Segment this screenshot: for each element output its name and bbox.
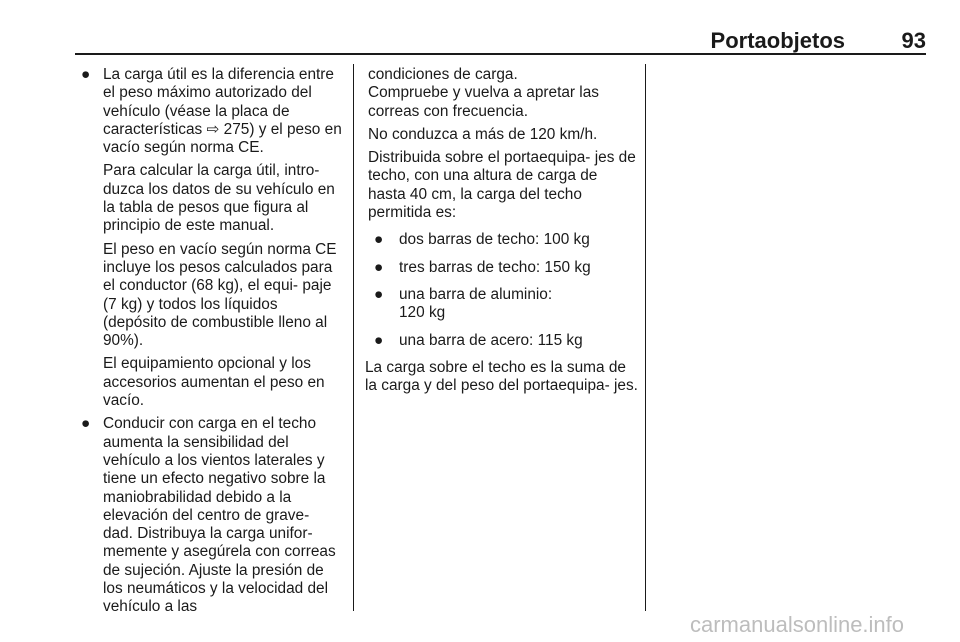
bullet-marker: ● bbox=[374, 258, 384, 276]
load-item-text: una barra de aluminio: 120 kg bbox=[399, 285, 553, 322]
load-item-text: tres barras de techo: 150 kg bbox=[399, 258, 591, 276]
column-divider-1 bbox=[353, 64, 354, 611]
header-rule bbox=[75, 53, 926, 55]
paragraph-text: Compruebe y vuelva a apretar las correas con frecuencia. bbox=[368, 84, 599, 120]
load-item-text: una barra de acero: 115 kg bbox=[399, 331, 583, 349]
paragraph-text: Distribuida sobre el portaequipa- jes de techo, con una altura de carga de hasta 40 cm, la carga del techo permitida es: bbox=[368, 149, 636, 222]
reference-text: 275) y el peso en vacío según norma CE. bbox=[103, 120, 342, 157]
bullet-marker: ● bbox=[81, 415, 91, 433]
column-divider-2 bbox=[645, 64, 646, 611]
list-item bbox=[75, 415, 343, 616]
list-item bbox=[75, 66, 343, 157]
bullet-marker: ● bbox=[374, 331, 384, 349]
list-item bbox=[368, 231, 638, 249]
page-title: Portaobjetos bbox=[710, 28, 845, 53]
load-item-text: dos barras de techo: 100 kg bbox=[399, 231, 590, 249]
list-item bbox=[368, 259, 638, 277]
bullet-marker: ● bbox=[374, 231, 384, 249]
paragraph-text: La carga sobre el techo es la suma de la carga y del peso del portaequipa- jes. bbox=[365, 358, 638, 395]
list-item bbox=[368, 286, 569, 323]
bullet-marker: ● bbox=[374, 285, 384, 303]
paragraph-text: El equipamiento opcional y los accesorios aumentan el peso en vacío. bbox=[103, 355, 325, 410]
paragraph-text: El peso en vacío según norma CE incluye los pesos calculados para el conductor (68 kg), el equi- paje (7 kg) y todos los líquidos (depósito de combustible lleno al 90%). bbox=[103, 240, 337, 350]
left-column bbox=[75, 66, 343, 622]
right-column bbox=[365, 66, 638, 400]
paragraph-text: Conducir con carga en el techo aumenta la sensibilidad del vehículo a los vientos laterales y tiene un efecto negativo sobre la maniobrabilidad debido a la elevación del centro de grave- dad. Distribuya la carga unifor- memente y asegúrela con correas de sujeción. Ajuste la presión de los neumáticos y la velocidad del vehículo a las bbox=[103, 415, 336, 616]
watermark-text: carmanualsonline.info bbox=[690, 612, 905, 637]
paragraph-text: condiciones de carga. bbox=[368, 66, 518, 83]
bullet-marker: ● bbox=[81, 66, 91, 83]
paragraph-text: No conduzca a más de 120 km/h. bbox=[368, 125, 598, 143]
arrow-reference-icon: ⇨ bbox=[206, 120, 220, 138]
paragraph-text: Para calcular la carga útil, intro- duzca los datos de su vehículo en la tabla de pesos que figura al principio de este manual. bbox=[103, 162, 335, 235]
list-item bbox=[368, 332, 638, 350]
paragraph-text: La carga útil es la diferencia entre el peso máximo autorizado del vehículo (véase la placa de características bbox=[103, 66, 334, 138]
page-number: 93 bbox=[901, 28, 926, 53]
